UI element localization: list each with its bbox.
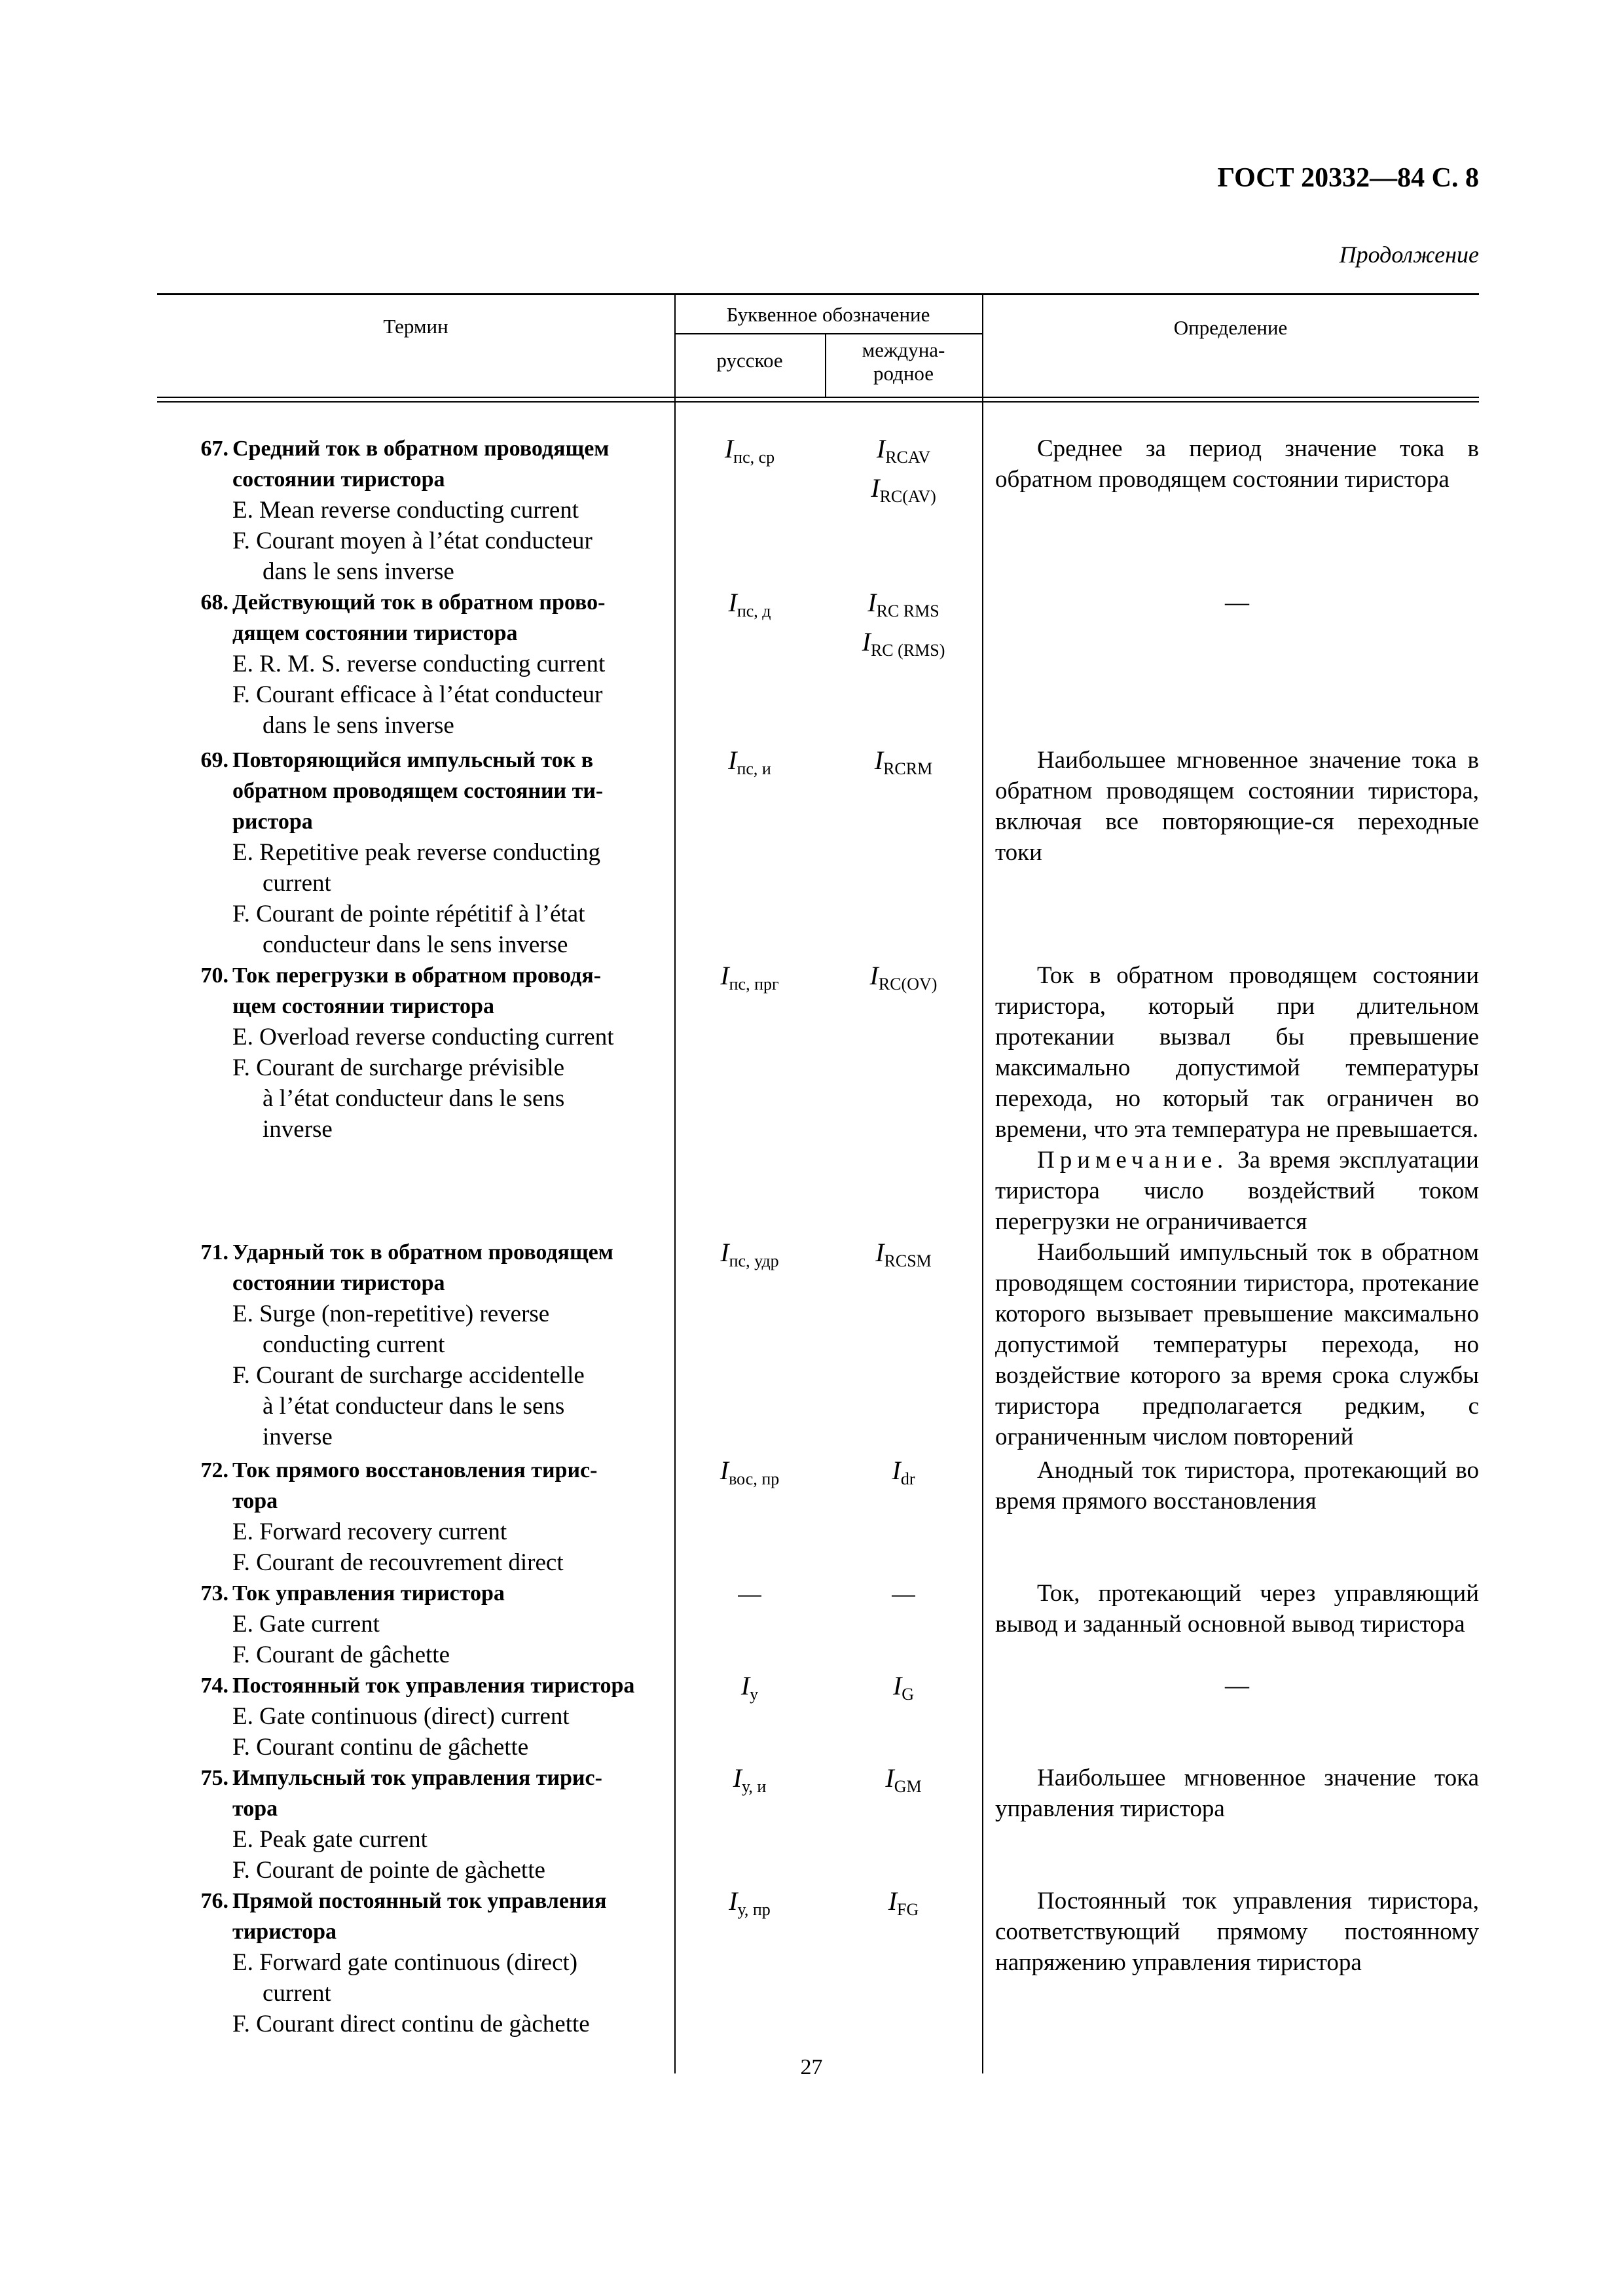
definition-cell <box>982 960 1479 1237</box>
term-cell <box>157 1886 674 2039</box>
symbol-subscript: FG <box>897 1900 919 1919</box>
definition-text: Анодный ток тиристора, протекающий во время прямого восстановления <box>995 1457 1479 1515</box>
table-row <box>157 1763 1479 1886</box>
definition-note <box>995 1145 1479 1237</box>
term-russian-line: 68. Действующий ток в обратном прово- <box>193 587 674 618</box>
letter-symbol <box>674 960 825 999</box>
term-french-line: conducteur dans le sens inverse <box>263 931 568 958</box>
table-row <box>157 1886 1479 2039</box>
symbol-subscript: RC(OV) <box>878 975 938 994</box>
symbol-base: I <box>885 1763 894 1793</box>
term-cell <box>157 433 674 587</box>
symbol-base: I <box>862 627 871 656</box>
term-number: 73. <box>200 1581 228 1605</box>
letter-symbol <box>825 1455 982 1494</box>
symbol-base: I <box>724 434 734 463</box>
symbol-base: I <box>740 1671 750 1700</box>
symbol-base: I <box>869 961 879 990</box>
term-french-line: inverse <box>263 1424 333 1450</box>
symbol-base: I <box>875 1238 884 1267</box>
document-code: ГОСТ 20332—84 С. 8 <box>1217 163 1479 193</box>
table-row <box>157 1578 1479 1670</box>
definition-cell <box>982 433 1479 587</box>
international-symbol-cell <box>825 433 982 587</box>
symbol-base: I <box>728 588 737 617</box>
term-russian-line: 76. Прямой постоянный ток управления <box>193 1886 674 1916</box>
term-cell <box>157 1578 674 1670</box>
header-term: Термин <box>383 315 448 338</box>
term-french-line: F. Courant de surcharge accidentelle <box>232 1362 585 1389</box>
definition-text: Наибольшее мгновенное значение тока в обратном проводящем состоянии тиристора, включая все повторяющие-ся переходные токи <box>995 747 1479 866</box>
term-french-line: F. Courant de gâchette <box>232 1641 450 1668</box>
term-number: 76. <box>200 1889 228 1913</box>
table-row <box>157 960 1479 1237</box>
symbol-base: I <box>728 745 737 775</box>
international-symbol-cell <box>825 1670 982 1763</box>
header-international-line1: междуна- <box>862 338 945 361</box>
international-symbol-cell <box>825 1763 982 1886</box>
symbol-base: I <box>871 473 880 503</box>
letter-symbol <box>674 745 825 784</box>
header-designation: Буквенное обозначение <box>726 303 930 326</box>
table-row <box>157 1455 1479 1578</box>
definition-cell <box>982 587 1479 741</box>
term-russian-line: 73. Ток управления тиристора <box>193 1578 674 1609</box>
term-french-line: F. Courant efficace à l’état conducteur <box>232 681 603 708</box>
symbol-subscript: пс, удр <box>729 1251 779 1270</box>
letter-symbol <box>674 433 825 473</box>
page-number: 27 <box>800 2055 823 2079</box>
term-cell <box>157 745 674 960</box>
letter-symbol <box>674 1763 825 1802</box>
term-number: 70. <box>200 963 228 988</box>
symbol-base: I <box>729 1886 738 1916</box>
letter-symbol <box>825 1578 982 1609</box>
russian-symbol-cell <box>674 433 825 587</box>
russian-symbol-cell <box>674 587 825 741</box>
letter-symbol <box>674 1455 825 1494</box>
term-number: 75. <box>200 1766 228 1790</box>
term-cell <box>157 1455 674 1578</box>
term-english-line: E. R. M. S. reverse conducting current <box>232 651 606 677</box>
russian-symbol-cell <box>674 1455 825 1578</box>
header-international-line2: родное <box>873 362 934 385</box>
term-french-line: à l’état conducteur dans le sens <box>263 1085 565 1112</box>
term-french-line: dans le sens inverse <box>263 712 454 739</box>
term-english-line: E. Repetitive peak reverse conducting <box>232 839 600 866</box>
letter-symbol <box>825 745 982 784</box>
symbol-base: I <box>733 1763 742 1793</box>
term-english-line: E. Mean reverse conducting current <box>232 497 579 524</box>
header-subdivider <box>674 333 982 334</box>
symbol-subscript: RCRM <box>883 759 933 778</box>
term-number: 68. <box>200 590 228 615</box>
symbol-subscript: у, и <box>742 1777 767 1796</box>
symbol-subscript: RC(AV) <box>879 487 936 506</box>
term-french-line: F. Courant de recouvrement direct <box>232 1549 564 1576</box>
symbol-base: I <box>867 588 877 617</box>
letter-symbol <box>825 626 982 666</box>
symbol-base: I <box>874 745 884 775</box>
header-divider <box>982 295 983 398</box>
definition-text: — <box>1225 589 1249 616</box>
definition-cell <box>982 1670 1479 1763</box>
term-french-line: F. Courant de pointe répétitif à l’état <box>232 901 585 927</box>
symbol-subscript: G <box>902 1685 915 1704</box>
term-russian-line: ристора <box>232 810 313 834</box>
symbol-subscript: у, пр <box>737 1900 771 1919</box>
definition-cell <box>982 1455 1479 1578</box>
table-header <box>157 293 1479 398</box>
definition-text: Постоянный ток управления тиристора, соответствующий прямому постоянному напряжению управления тиристора <box>995 1888 1479 1976</box>
term-russian-line: тиристора <box>232 1920 337 1944</box>
letter-symbol <box>825 960 982 999</box>
term-russian-line: 71. Ударный ток в обратном проводящем <box>193 1237 674 1268</box>
definition-text: Ток, протекающий через управляющий вывод и заданный основной вывод тиристора <box>995 1580 1479 1638</box>
symbol-subscript: пс, д <box>737 601 771 620</box>
term-french-line: à l’état conducteur dans le sens <box>263 1393 565 1420</box>
note-label: Примечание. <box>1037 1147 1229 1174</box>
term-russian-line: 74. Постоянный ток управления тиристора <box>193 1670 674 1701</box>
russian-symbol-cell <box>674 1763 825 1886</box>
term-russian-line: 72. Ток прямого восстановления тирис- <box>193 1455 674 1486</box>
letter-symbol <box>674 1578 825 1609</box>
header-russian: русское <box>716 349 783 372</box>
symbol-base: I <box>720 1456 729 1485</box>
symbol-subscript: RC RMS <box>876 601 939 620</box>
term-number: 71. <box>200 1240 228 1265</box>
symbol-subscript: RCAV <box>885 448 931 467</box>
definition-cell <box>982 1886 1479 2039</box>
letter-symbol <box>825 433 982 473</box>
russian-symbol-cell <box>674 1886 825 2039</box>
definition-text: Наибольший импульсный ток в обратном проводящем состоянии тиристора, протекание которого вызывает превышение максимально допустимой температуры перехода, но воздействие которого за время срока службы тиристора предполагается редким, с ограниченным числом повторений <box>995 1239 1479 1450</box>
term-russian-line: состоянии тиристора <box>232 467 445 492</box>
definition-text: Наибольшее мгновенное значение тока управления тиристора <box>995 1765 1479 1822</box>
table-row <box>157 433 1479 587</box>
term-french-line: inverse <box>263 1116 333 1143</box>
definition-cell <box>982 745 1479 960</box>
letter-symbol <box>825 1237 982 1276</box>
term-english-line: current <box>263 1980 331 2007</box>
letter-symbol <box>825 587 982 626</box>
symbol-subscript: dr <box>900 1469 915 1488</box>
term-russian-line: 70. Ток перегрузки в обратном проводя- <box>193 960 674 991</box>
symbol-base: I <box>892 1456 901 1485</box>
term-french-line: F. Courant moyen à l’état conducteur <box>232 528 593 554</box>
symbol-subscript: RC (RMS) <box>870 641 945 660</box>
russian-symbol-cell <box>674 1670 825 1763</box>
term-russian-line: тора <box>232 1797 278 1821</box>
term-cell <box>157 1237 674 1452</box>
letter-symbol <box>674 1670 825 1710</box>
symbol-base: I <box>888 1886 898 1916</box>
table-row <box>157 1670 1479 1763</box>
international-symbol-cell <box>825 960 982 1237</box>
symbol-subscript: вос, пр <box>729 1469 780 1488</box>
definition-cell <box>982 1237 1479 1452</box>
term-french-line: F. Courant de pointe de gàchette <box>232 1857 545 1884</box>
terms-table <box>157 293 1479 2039</box>
term-cell <box>157 1670 674 1763</box>
continuation-label: Продолжение <box>1339 242 1479 268</box>
term-number: 67. <box>200 437 228 461</box>
term-russian-line: 69. Повторяющийся импульсный ток в <box>193 745 674 776</box>
international-symbol-cell <box>825 1455 982 1578</box>
term-number: 72. <box>200 1458 228 1482</box>
russian-symbol-cell <box>674 745 825 960</box>
symbol-base: I <box>720 961 729 990</box>
term-russian-line: 67. Средний ток в обратном проводящем <box>193 433 674 464</box>
letter-symbol <box>674 1237 825 1276</box>
header-definition: Определение <box>1173 316 1288 339</box>
symbol-subscript: пс, прг <box>729 975 779 994</box>
term-cell <box>157 960 674 1237</box>
term-russian-line: 75. Импульсный ток управления тирис- <box>193 1763 674 1793</box>
symbol-subscript: у <box>750 1685 759 1704</box>
header-divider <box>674 295 676 398</box>
international-symbol-cell <box>825 745 982 960</box>
symbol-base: I <box>876 434 886 463</box>
term-english-line: current <box>263 870 331 897</box>
symbol-subscript: RCSM <box>884 1251 932 1270</box>
definition-text: Среднее за период значение тока в обратном проводящем состоянии тиристора <box>995 435 1479 493</box>
term-cell <box>157 1763 674 1886</box>
letter-symbol <box>825 1763 982 1802</box>
note-text: За время эксплуатации тиристора число воздействий током перегрузки не ограничивается <box>995 1147 1479 1235</box>
definition-cell <box>982 1578 1479 1670</box>
header-international <box>825 338 982 386</box>
letter-symbol <box>674 587 825 626</box>
term-russian-line: щем состоянии тиристора <box>232 994 494 1018</box>
term-french-line: dans le sens inverse <box>263 558 454 585</box>
table-row <box>157 587 1479 741</box>
term-number: 74. <box>200 1674 228 1698</box>
term-english-line: E. Surge (non-repetitive) reverse <box>232 1300 550 1327</box>
definition-text: — <box>1225 1672 1249 1699</box>
international-symbol-cell <box>825 1578 982 1670</box>
russian-symbol-cell <box>674 1237 825 1452</box>
symbol-base: I <box>892 1671 902 1700</box>
term-english-line: E. Peak gate current <box>232 1826 428 1853</box>
term-english-line: E. Gate continuous (direct) current <box>232 1703 570 1730</box>
term-english-line: E. Forward recovery current <box>232 1518 507 1545</box>
term-english-line: conducting current <box>263 1331 445 1358</box>
letter-symbol <box>825 473 982 512</box>
symbol-base: — <box>738 1579 761 1608</box>
term-english-line: E. Gate current <box>232 1611 380 1638</box>
term-number: 69. <box>200 748 228 772</box>
international-symbol-cell <box>825 1886 982 2039</box>
table-row <box>157 745 1479 960</box>
international-symbol-cell <box>825 1237 982 1452</box>
international-symbol-cell <box>825 587 982 741</box>
letter-symbol <box>825 1886 982 1925</box>
header-divider <box>825 333 826 398</box>
russian-symbol-cell <box>674 960 825 1237</box>
symbol-base: — <box>892 1579 915 1608</box>
symbol-subscript: пс, и <box>737 759 771 778</box>
table-row <box>157 1237 1479 1452</box>
definition-text: Ток в обратном проводящем состоянии тиристора, который при длительном протекании вызвал бы превышение максимально допустимой температуры перехода, но который так ограничен во времени, что эта температура не превышается. <box>995 962 1479 1143</box>
table-body <box>157 398 1479 2039</box>
term-russian-line: дящем состоянии тиристора <box>232 621 518 645</box>
letter-symbol <box>674 1886 825 1925</box>
symbol-subscript: пс, ср <box>733 448 775 467</box>
term-russian-line: обратном проводящем состоянии ти- <box>232 779 604 803</box>
symbol-base: I <box>720 1238 729 1267</box>
term-cell <box>157 587 674 741</box>
term-english-line: E. Overload reverse conducting current <box>232 1024 614 1050</box>
letter-symbol <box>825 1670 982 1710</box>
term-russian-line: состоянии тиристора <box>232 1271 445 1295</box>
definition-cell <box>982 1763 1479 1886</box>
term-french-line: F. Courant de surcharge prévisible <box>232 1054 565 1081</box>
russian-symbol-cell <box>674 1578 825 1670</box>
term-russian-line: тора <box>232 1489 278 1513</box>
term-english-line: E. Forward gate continuous (direct) <box>232 1949 578 1976</box>
term-french-line: F. Courant direct continu de gàchette <box>232 2011 590 2037</box>
symbol-subscript: GM <box>894 1777 922 1796</box>
term-french-line: F. Courant continu de gâchette <box>232 1734 529 1761</box>
